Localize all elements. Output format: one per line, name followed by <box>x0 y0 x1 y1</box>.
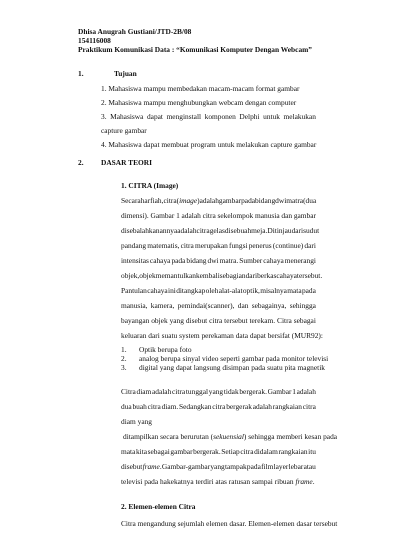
list-number: 1. <box>121 345 127 354</box>
subsection-elemen-title: 2. Elemen-elemen Citra <box>121 502 196 511</box>
section1-title: Tujuan <box>114 69 137 78</box>
practicum-title: Praktikum Komunikasi Data : “Komunikasi Komputer Dengan Webcam” <box>78 45 312 54</box>
elemen-paragraph: Citra mengandung sejumlah elemen dasar. Elemen-elemen dasar tersebut <box>121 519 338 528</box>
list-item: analog berupa sinyal video seperti gambar pada monitor televisi <box>139 354 329 363</box>
section1-number: 1. <box>78 69 84 78</box>
goal-item: 4. Mahasiswa dapat membuat program untuk melakukan capture gambar <box>101 140 317 149</box>
section2-number: 2. <box>78 158 84 167</box>
goal-item: 1. Mahasiswa mampu membedakan macam-macam format gambar <box>101 84 300 93</box>
list-item: digital yang dapat langsung disimpan pada suatu pita magnetik <box>139 363 325 372</box>
section2-title: DASAR TEORI <box>101 158 152 167</box>
student-id: 154116008 <box>78 36 111 45</box>
list-number: 2. <box>121 354 127 363</box>
list-item: Optik berupa foto <box>139 345 192 354</box>
subsection-citra-title: 1. CITRA (Image) <box>121 181 179 190</box>
author-line: Dhisa Anugrah Gustiani/JTD-2B/08 <box>78 27 192 36</box>
goal-item: 2. Mahasiswa mampu menghubungkan webcam dengan computer <box>101 98 297 107</box>
list-number: 3. <box>121 363 127 372</box>
